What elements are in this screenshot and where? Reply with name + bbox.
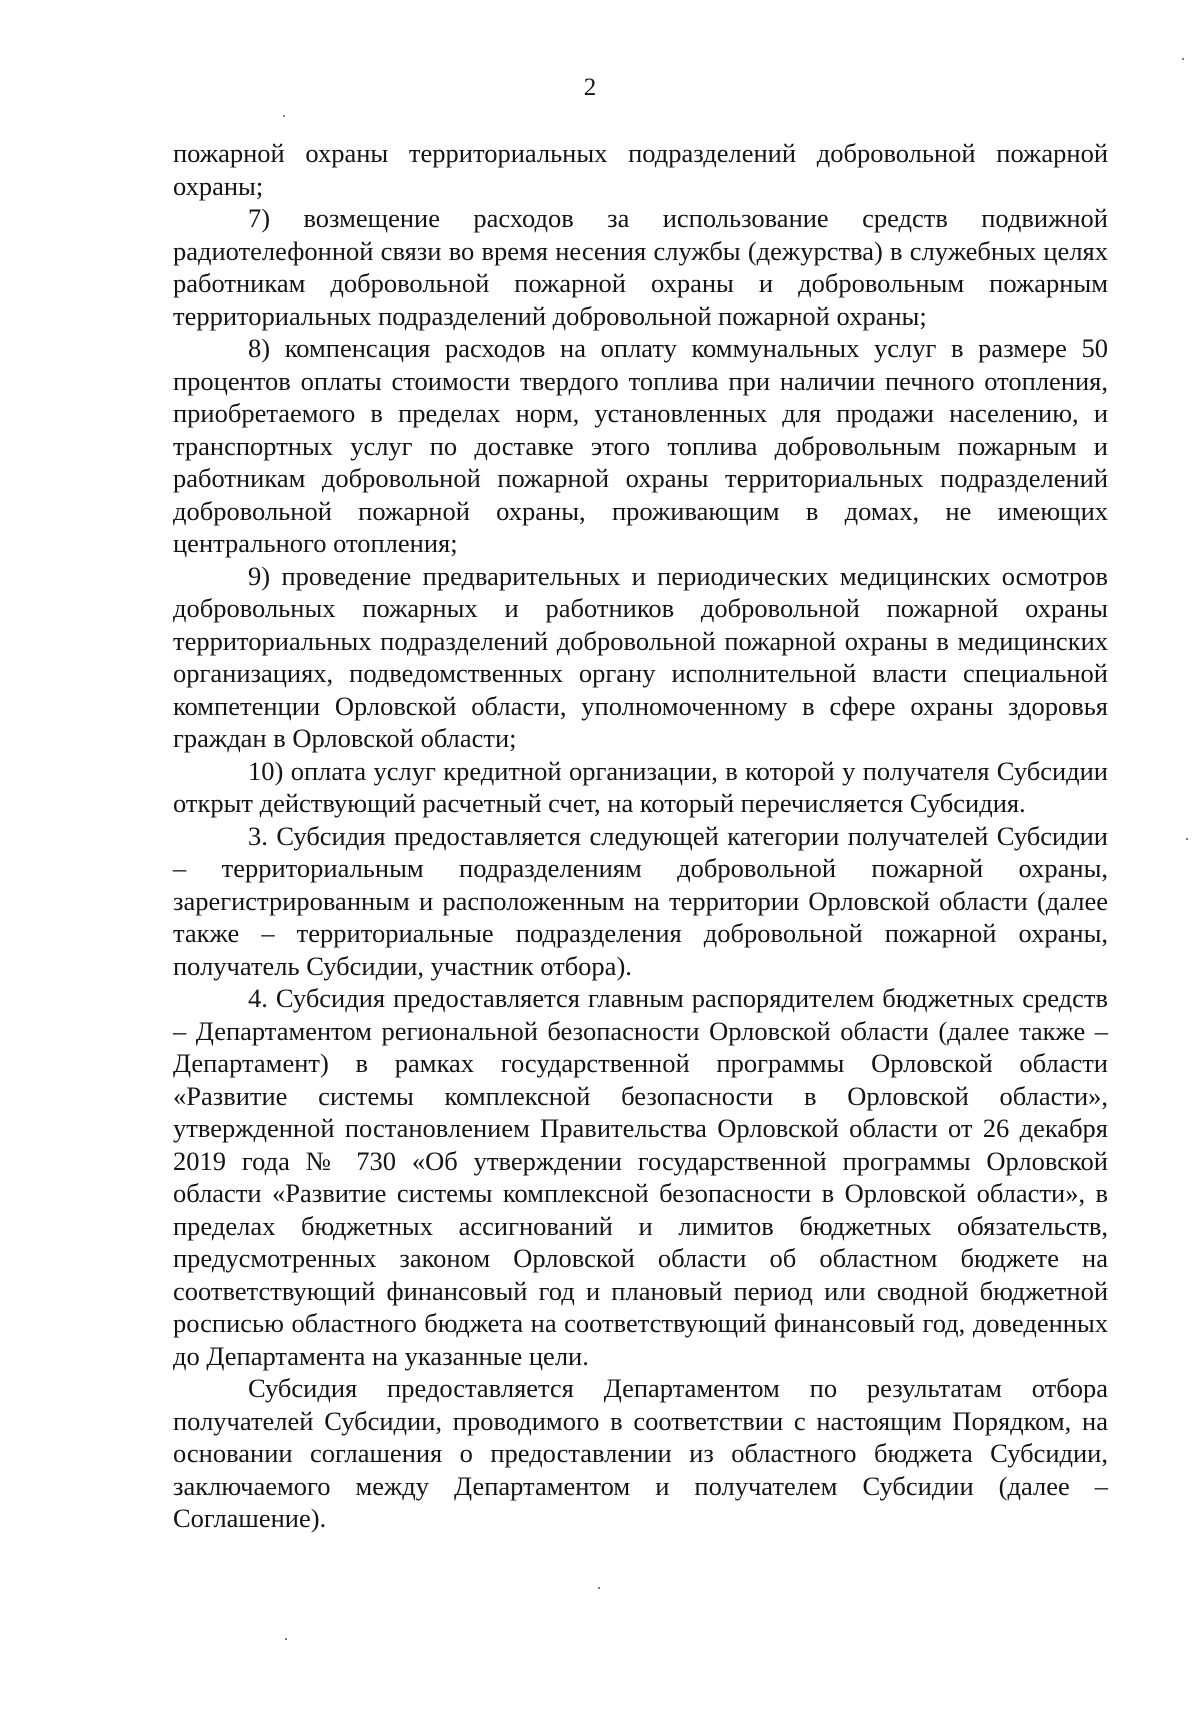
paragraph-item-10: 10) оплата услуг кредитной организации, в которой у получателя Субсидии открыт действующий расчетный счет, на который перечисляется Субсидия. <box>173 755 1108 818</box>
paragraph-subsidy-agreement: Субсидия предоставляется Департаментом по результатам отбора получателей Субсидии, проводимого в соответствии с настоящим Порядком, на основании соглашения о предоставлении из областного бюджета Субсидии, заключаемого между Департаментом и получателем Субсидии (далее – Соглашение). <box>173 1373 1108 1533</box>
scan-speck <box>598 1587 600 1589</box>
paragraph-item-9: 9) проведение предварительных и периодических медицинских осмотров добровольных пожарных и работников добровольной пожарной охраны территориальных подразделений добровольной пожарной охраны в медицинских организациях, подведомственных органу исполнительной власти специальной компетенции Орловской области, уполномоченному в сфере охраны здоровья граждан в Орловской области; <box>173 560 1108 753</box>
scan-speck <box>285 1638 287 1640</box>
paragraph-clause-3: 3. Субсидия предоставляется следующей категории получателей Субсидии – территориальным подразделениям добровольной пожарной охраны, зарегистрированным и расположенным на территории Орловской области (далее также – территориальные подразделения добровольной пожарной охраны, получатель Субсидии, участник отбора). <box>173 820 1108 981</box>
page-number: 2 <box>583 74 597 101</box>
document-body <box>173 137 1108 1535</box>
paragraph-clause-4: 4. Субсидия предоставляется главным распорядителем бюджетных средств – Департаментом региональной безопасности Орловской области (далее также – Департамент) в рамках государственной программы Орловской области «Развитие системы комплексной безопасности в Орловской области», утвержденной постановлением Правительства Орловской области от 26 декабря 2019 года № 730 «Об утверждении государственной программы Орловской области «Развитие системы комплексной безопасности в Орловской области», в пределах бюджетных ассигнований и лимитов бюджетных обязательств, предусмотренных законом Орловской области об областном бюджете на соответствующий финансовый год и плановый период или сводной бюджетной росписью областного бюджета на соответствующий финансовый год, доведенных до Департамента на указанные цели. <box>173 983 1108 1371</box>
scan-speck <box>283 115 285 117</box>
paragraph-continuation: пожарной охраны территориальных подразделений добровольной пожарной охраны; <box>173 138 1108 201</box>
paragraph-item-8: 8) компенсация расходов на оплату коммунальных услуг в размере 50 процентов оплаты стоимости твердого топлива при наличии печного отопления, приобретаемого в пределах норм, установленных для продажи населению, и транспортных услуг по доставке этого топлива добровольным пожарным и работникам добровольной пожарной охраны территориальных подразделений добровольной пожарной охраны, проживающим в домах, не имеющих центрального отопления; <box>173 333 1108 558</box>
scan-speck <box>1182 58 1184 60</box>
paragraph-item-7: 7) возмещение расходов за использование средств подвижной радиотелефонной связи во время несения службы (дежурства) в служебных целях работникам добровольной пожарной охраны и добровольным пожарным территориальных подразделений добровольной пожарной охраны; <box>173 203 1108 331</box>
scan-speck <box>1186 838 1188 840</box>
